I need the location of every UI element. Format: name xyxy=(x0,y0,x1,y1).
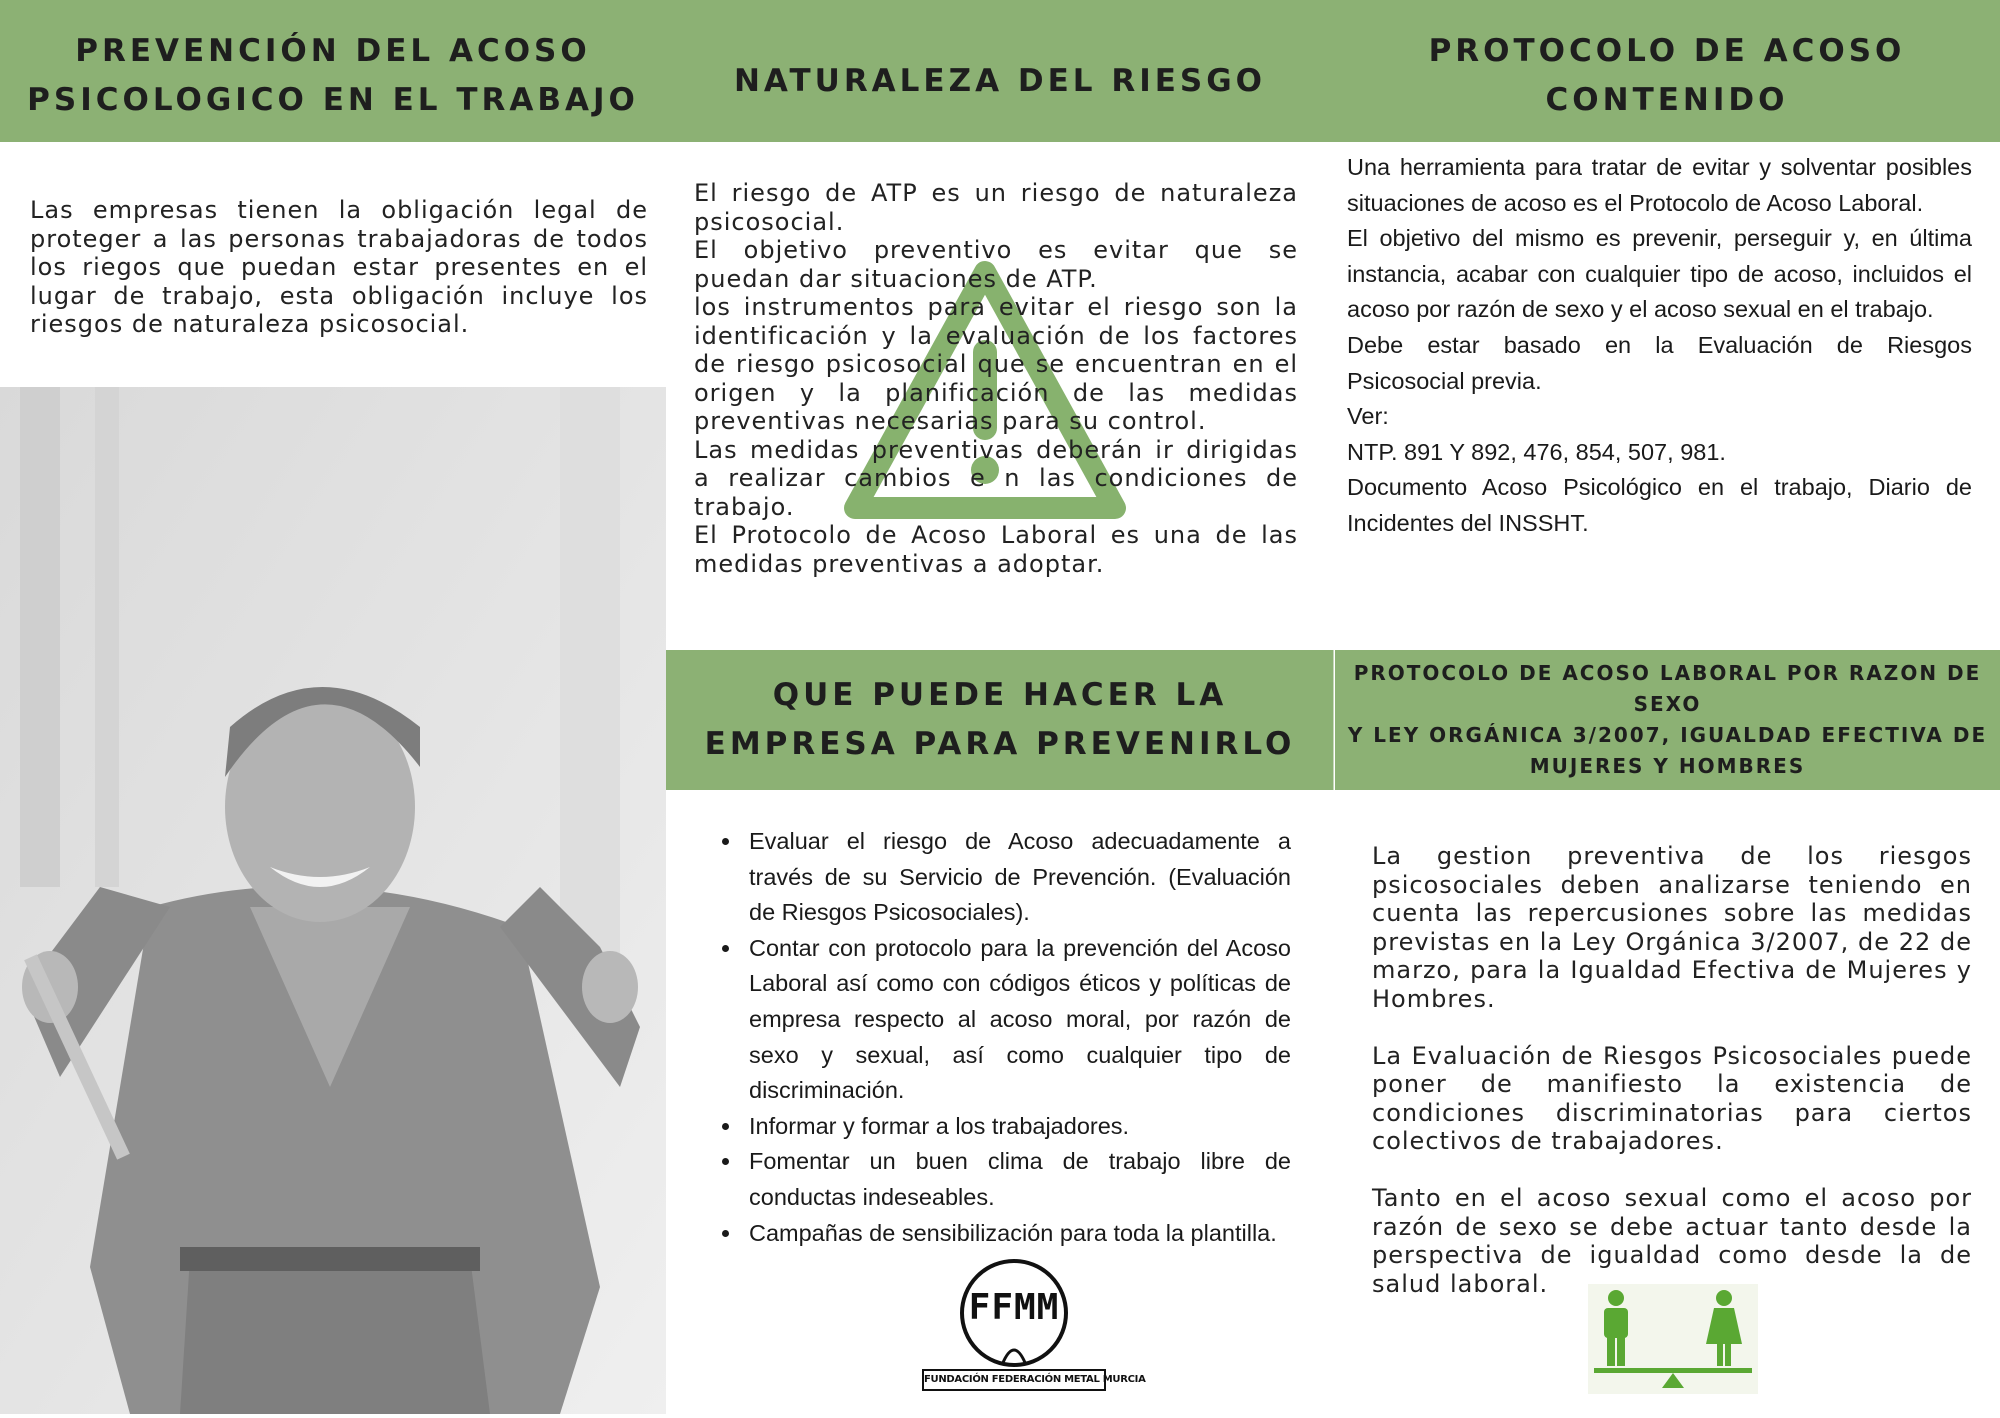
ffmm-logo xyxy=(918,1257,1146,1393)
ffmm-logo-letters: FFMM xyxy=(968,1287,1060,1328)
celebrating-man-photo xyxy=(0,387,666,1414)
panel3-paragraph: Ver: xyxy=(1347,403,1389,430)
panel5-spacer xyxy=(1372,1013,1972,1042)
panel1-body: Las empresas tienen la obligación legal de proteger a las personas trabajadoras de todos los riegos que puedan estar presentes en el lugar de trabajo, esta obligación incluye los riesgos de naturaleza psicosocial. xyxy=(30,196,648,338)
panel5-heading-line3: MUJERES Y HOMBRES xyxy=(1529,754,1806,778)
panel1-heading-line1: PREVENCIÓN DEL ACOSO xyxy=(75,33,591,69)
panel5-paragraph: La Evaluación de Riesgos Psicosociales puede poner de manifiesto la existencia de condiciones discriminatorias para ciertos colectivos de trabajadores. xyxy=(1372,1041,1972,1155)
panel3-body xyxy=(1347,150,1972,542)
panel1-heading xyxy=(0,28,666,124)
gender-equality-scale-icon xyxy=(1588,1284,1758,1394)
panel3-heading xyxy=(1334,28,2000,124)
panel3-heading-line1: PROTOCOLO DE ACOSO xyxy=(1428,33,1906,69)
panel4-heading-line1: QUE PUEDE HACER LA xyxy=(772,677,1228,713)
ffmm-logo-caption: FUNDACIÓN FEDERACIÓN METAL MURCIA xyxy=(922,1369,1106,1391)
panel5-heading xyxy=(1335,661,2000,778)
panel3-paragraph: El objetivo del mismo es prevenir, perseguir y, en última instancia, acabar con cualquier tipo de acoso, incluidos el acoso por razón de sexo y el acoso sexual en el trabajo. xyxy=(1347,225,1972,323)
list-item: • Fomentar un buen clima de trabajo libre de conductas indeseables. xyxy=(743,1144,1291,1215)
panel3-paragraph: Documento Acoso Psicológico en el trabajo, Diario de Incidentes del INSSHT. xyxy=(1347,474,1972,536)
panel2-paragraph: El objetivo preventivo es evitar que se puedan dar situaciones de ATP. xyxy=(694,236,1298,293)
list-item: • Informar y formar a los trabajadores. xyxy=(743,1109,1291,1145)
panel2-paragraph: los instrumentos para evitar el riesgo son la identificación y la evaluación de los factores de riesgo psicosocial que se encuentran en el origen y la planificación de las medidas preventivas necesarias para su control. xyxy=(694,293,1298,435)
panel2-paragraph: Las medidas preventivas deberán ir dirigidas a realizar cambios e n las condiciones de trabajo. xyxy=(694,435,1298,521)
list-item: • Contar con protocolo para la prevención del Acoso Laboral así como con códigos éticos y políticas de empresa respecto al acoso moral, por razón de sexo y sexual, así como cualquier tipo de discriminación. xyxy=(743,931,1291,1109)
panel2-paragraph: El riesgo de ATP es un riesgo de naturaleza psicosocial. xyxy=(694,179,1298,236)
panel3-paragraph: Debe estar basado en la Evaluación de Riesgos Psicosocial previa. xyxy=(1347,331,1972,394)
panel5-paragraph: Tanto en el acoso sexual como el acoso por razón de sexo se debe actuar tanto desde la perspectiva de igualdad como desde la de salud laboral. xyxy=(1372,1184,1972,1298)
panel1-heading-line2: PSICOLOGICO EN EL TRABAJO xyxy=(27,82,639,118)
panel3-heading-line2: CONTENIDO xyxy=(1545,82,1789,118)
panel3-paragraph: NTP. 891 Y 892, 476, 854, 507, 981. xyxy=(1347,438,1726,465)
panel4-heading-line2: EMPRESA PARA PREVENIRLO xyxy=(704,726,1296,762)
list-item: • Evaluar el riesgo de Acoso adecuadamente a través de su Servicio de Prevención. (Evaluación de Riesgos Psicosociales). xyxy=(743,824,1291,931)
panel4-heading xyxy=(666,670,1334,770)
list-item: • Campañas de sensibilización para toda la plantilla. xyxy=(743,1216,1291,1252)
panel2-heading: NATURALEZA DEL RIESGO xyxy=(733,62,1267,99)
panel4-bullet-list xyxy=(695,824,1291,1251)
panel2-paragraph: El Protocolo de Acoso Laboral es una de las medidas preventivas a adoptar. xyxy=(694,521,1298,578)
panel5-body xyxy=(1372,842,1972,1298)
panel5-spacer xyxy=(1372,1156,1972,1185)
panel5-heading-line1: PROTOCOLO DE ACOSO LABORAL POR RAZON DE SEXO xyxy=(1353,661,1982,716)
panel5-heading-line2: Y LEY ORGÁNICA 3/2007, IGUALDAD EFECTIVA DE xyxy=(1347,723,1988,747)
panel3-paragraph: Una herramienta para tratar de evitar y solventar posibles situaciones de acoso es el Protocolo de Acoso Laboral. xyxy=(1347,154,1972,216)
panel2-body xyxy=(694,179,1298,578)
panel5-paragraph: La gestion preventiva de los riesgos psicosociales deben analizarse teniendo en cuenta las repercusiones sobre las medidas previstas en la Ley Orgánica 3/2007, de 22 de marzo, para la Igualdad Efectiva de Mujeres y Hombres. xyxy=(1372,842,1972,1013)
